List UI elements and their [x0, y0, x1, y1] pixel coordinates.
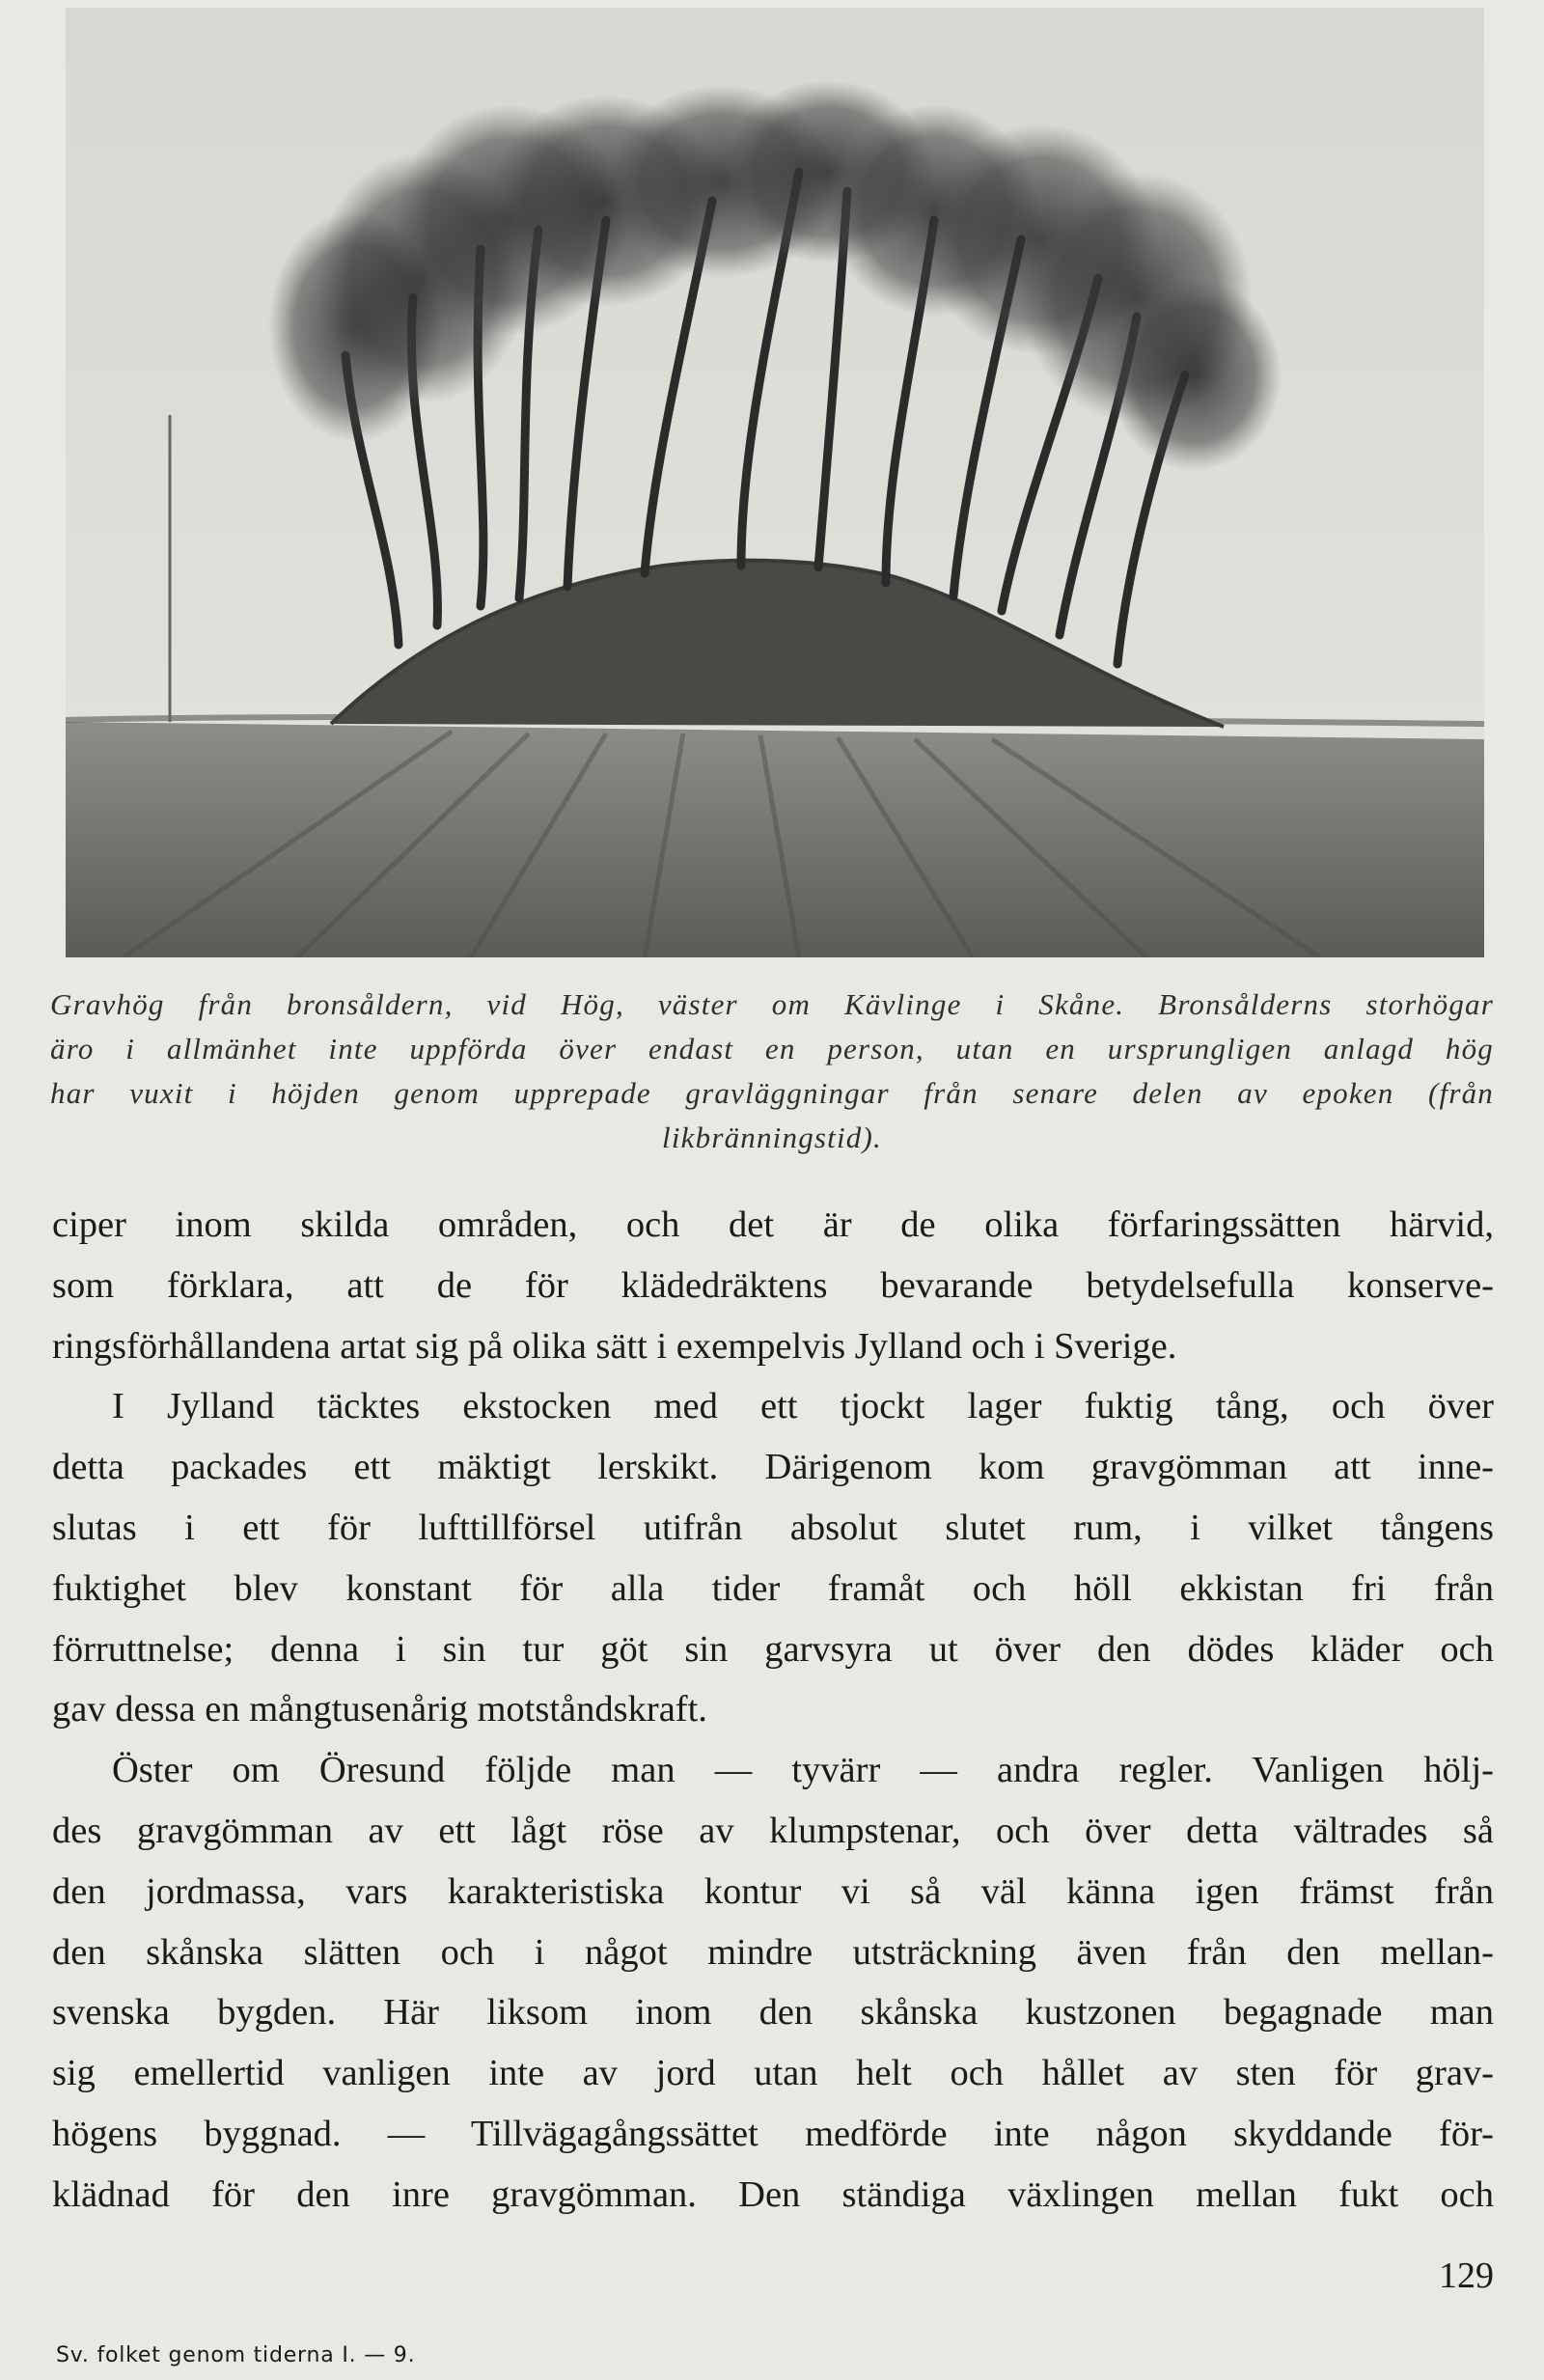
text-line: Öster om Öresund följde man — tyvärr — andra regler. Vanligen hölj-	[112, 1750, 1494, 1791]
body-text	[52, 1195, 1494, 2226]
text-line: des gravgömman av ett lågt röse av klumpstenar, och över detta vältrades så	[52, 1810, 1494, 1851]
text-line: den skånska slätten och i något mindre utsträckning även från den mellan-	[52, 1931, 1494, 1973]
caption-line: äro i allmänhet inte uppförda över endast en person, utan en ursprungligen anlagd hög	[50, 1032, 1494, 1065]
text-line: sig emellertid vanligen inte av jord utan helt och hållet av sten för grav-	[52, 2053, 1494, 2094]
text-line: den jordmassa, vars karakteristiska kontur vi så väl känna igen främst från	[52, 1870, 1494, 1912]
caption-line: likbränningstid).	[662, 1121, 882, 1154]
text-line: ringsförhållandena artat sig på olika sätt i exempelvis Jylland och i Sverige.	[52, 1325, 1177, 1367]
photo-caption	[50, 982, 1494, 1160]
caption-line: Gravhög från bronsåldern, vid Hög, väster om Kävlinge i Skåne. Bronsålderns storhögar	[50, 987, 1494, 1021]
field	[66, 722, 1484, 957]
text-line: svenska bygden. Här liksom inom den skånska kustzonen begagnade man	[52, 1992, 1494, 2034]
grave-mound-photo	[66, 8, 1484, 957]
footer-signature: Sv. folket genom tiderna I. — 9.	[56, 2343, 416, 2367]
text-line: I Jylland täcktes ekstocken med ett tjockt lager fuktig tång, och över	[112, 1386, 1494, 1427]
text-line: som förklara, att de för klädedräktens bevarande betydelsefulla konserve-	[52, 1264, 1494, 1306]
text-line: slutas i ett för lufttillförsel utifrån absolut slutet rum, i vilket tångens	[52, 1507, 1494, 1548]
text-line: gav dessa en mångtusenårig motståndskraft.	[52, 1689, 707, 1730]
caption-line: har vuxit i höjden genom upprepade gravläggningar från senare delen av epoken (från	[50, 1076, 1494, 1110]
page-number: 129	[1439, 2255, 1494, 2296]
text-line: fuktighet blev konstant för alla tider framåt och höll ekkistan fri från	[52, 1567, 1494, 1609]
text-line: detta packades ett mäktigt lerskikt. Därigenom kom gravgömman att inne-	[52, 1447, 1494, 1488]
text-line: förruttnelse; denna i sin tur göt sin garvsyra ut över den dödes kläder och	[52, 1628, 1494, 1670]
text-line: klädnad för den inre gravgömman. Den ständiga växlingen mellan fukt och	[52, 2173, 1494, 2215]
text-line: högens byggnad. — Tillvägagångssättet medförde inte någon skyddande för-	[52, 2113, 1494, 2154]
text-line: ciper inom skilda områden, och det är de olika förfaringssätten härvid,	[52, 1204, 1494, 1245]
